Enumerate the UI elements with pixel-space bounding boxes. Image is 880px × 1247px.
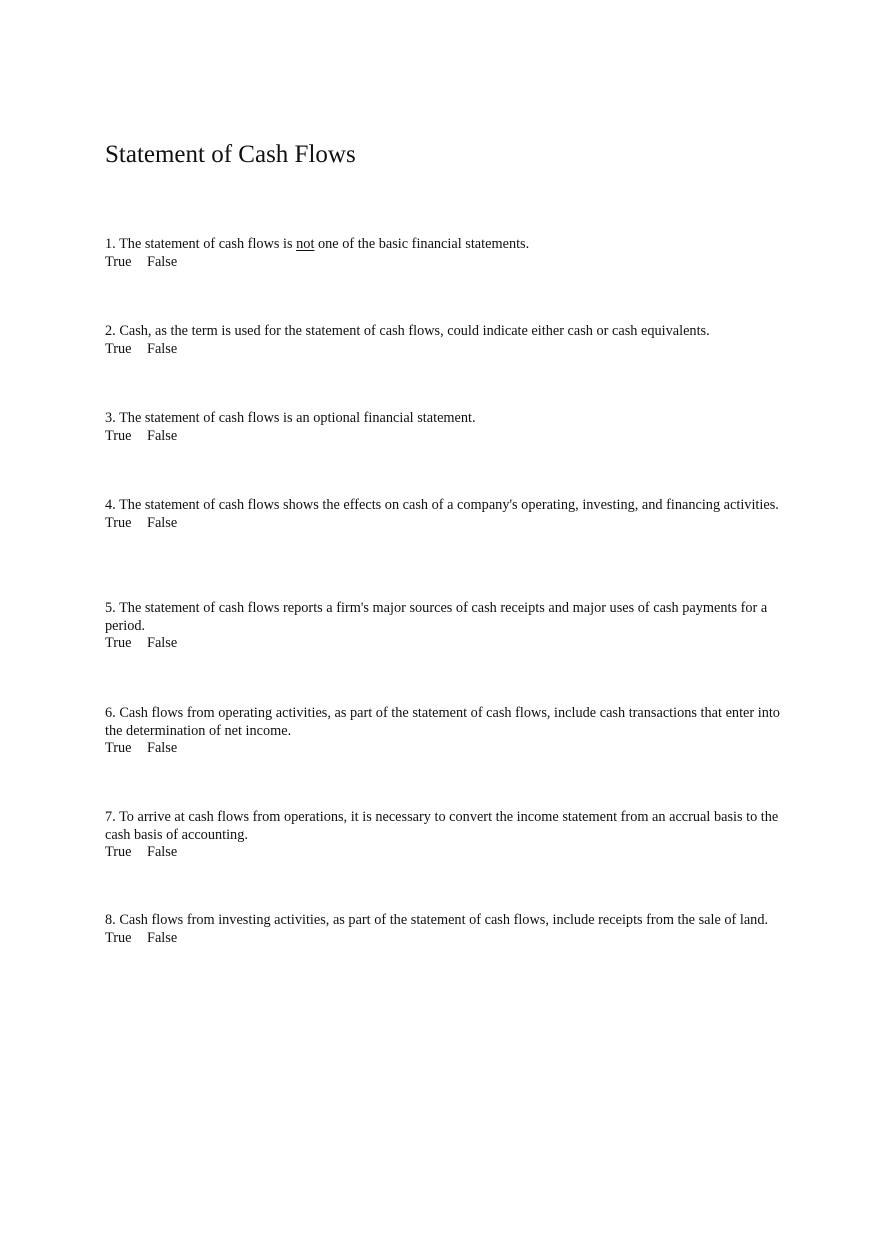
question-3 <box>105 410 780 445</box>
question-number: 5. <box>105 600 116 616</box>
true-option[interactable]: True <box>105 340 132 357</box>
emphasized-word: not <box>296 236 315 252</box>
true-option[interactable]: True <box>105 427 132 444</box>
question-text: 3. The statement of cash flows is an optional financial statement. <box>105 410 476 426</box>
answer-options <box>105 515 780 533</box>
true-option[interactable]: True <box>105 635 132 651</box>
question-text: 7. To arrive at cash flows from operations, it is necessary to convert the income statement from an accrual basis to the cash basis of accounting. <box>105 809 779 843</box>
answer-options <box>105 635 780 653</box>
question-number: 6. <box>105 705 116 721</box>
question-text: 8. Cash flows from investing activities, as part of the statement of cash flows, include receipts from the sale of land. <box>105 912 769 928</box>
question-number: 7. <box>105 809 116 825</box>
question-text: 5. The statement of cash flows reports a firm's major sources of cash receipts and major uses of cash payments for a period. <box>105 600 768 634</box>
answer-options <box>105 254 780 272</box>
page-title: Statement of Cash Flows <box>105 141 356 168</box>
false-option[interactable]: False <box>147 253 178 270</box>
true-option[interactable]: True <box>105 844 132 860</box>
question-text: 1. The statement of cash flows is not one of the basic financial statements. <box>105 236 530 252</box>
question-number: 8. <box>105 912 116 928</box>
false-option[interactable]: False <box>147 929 178 946</box>
false-option[interactable]: False <box>147 514 178 531</box>
false-option[interactable]: False <box>147 635 178 651</box>
false-option[interactable]: False <box>147 340 178 357</box>
question-1 <box>105 236 780 271</box>
true-option[interactable]: True <box>105 929 132 946</box>
question-6 <box>105 705 780 758</box>
answer-options <box>105 844 780 862</box>
answer-options <box>105 740 780 758</box>
question-5 <box>105 600 780 653</box>
question-text: 2. Cash, as the term is used for the statement of cash flows, could indicate either cash or cash equivalents. <box>105 323 710 339</box>
question-7 <box>105 809 780 862</box>
question-text: 4. The statement of cash flows shows the effects on cash of a company's operating, investing, and financing activities. <box>105 497 779 513</box>
false-option[interactable]: False <box>147 427 178 444</box>
true-option[interactable]: True <box>105 253 132 270</box>
question-4 <box>105 497 780 532</box>
question-number: 4. <box>105 497 116 513</box>
false-option[interactable]: False <box>147 844 178 860</box>
true-option[interactable]: True <box>105 740 132 756</box>
answer-options <box>105 341 780 359</box>
question-number: 2. <box>105 323 116 339</box>
true-option[interactable]: True <box>105 514 132 531</box>
question-8 <box>105 912 780 947</box>
question-text: 6. Cash flows from operating activities, as part of the statement of cash flows, include cash transactions that enter into the determination of net income. <box>105 705 780 739</box>
question-2 <box>105 323 780 358</box>
false-option[interactable]: False <box>147 740 178 756</box>
question-number: 1. <box>105 236 116 252</box>
answer-options <box>105 930 780 948</box>
question-number: 3. <box>105 410 116 426</box>
answer-options <box>105 428 780 446</box>
